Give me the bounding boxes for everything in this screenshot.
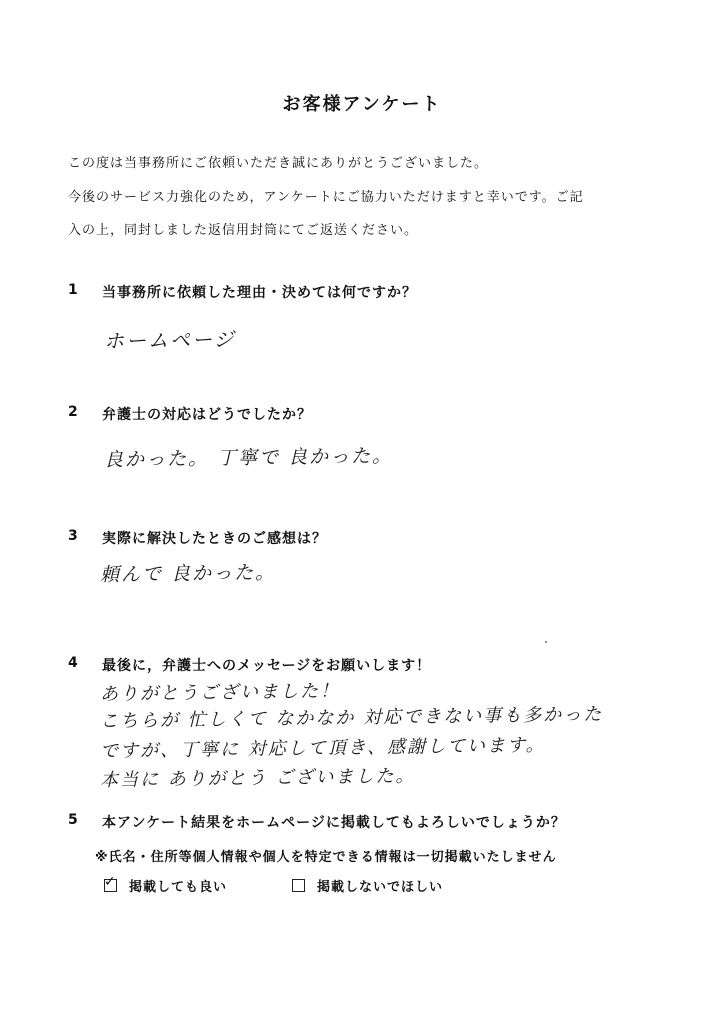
scan-speck — [545, 641, 547, 643]
question-2-answer: 良かった。 丁寧で 良かった。 — [103, 444, 394, 471]
question-4-answer-line-3: ですが、丁寧に 対応して頂き、感謝しています。 — [99, 734, 546, 762]
question-5-number: 5 — [68, 812, 78, 828]
intro-line-3: 入の上，同封しました返信用封筒にてご返送ください。 — [68, 223, 419, 238]
question-1-answer: ホームページ — [103, 327, 236, 353]
question-3-answer: 頼んで 良かった。 — [99, 561, 277, 586]
option-publish-ok[interactable] — [104, 876, 227, 895]
option-publish-ok-label: 掲載しても良い — [129, 880, 228, 895]
question-4-answer-line-2: こちらが 忙しくて なかなか 対応できない事も多かった — [99, 703, 604, 732]
question-2-text: 弁護士の対応はどうでしたか？ — [102, 407, 312, 423]
question-3-text: 実際に解決したときのご感想は？ — [102, 531, 327, 547]
question-4-answer-line-4: 本当に ありがとう ございました。 — [99, 765, 416, 791]
privacy-note: ※氏名・住所等個人情報や個人を特定できる情報は一切掲載いたしません — [95, 850, 557, 865]
question-4-answer-line-1: ありがとうございました！ — [99, 680, 341, 705]
intro-line-2: 今後のサービス力強化のため，アンケートにご協力いただけますと幸いです。ご記 — [68, 190, 584, 205]
checkbox-unchecked[interactable] — [292, 879, 305, 892]
question-4-text: 最後に，弁護士へのメッセージをお願いします！ — [102, 658, 432, 674]
question-1-text: 当事務所に依頼した理由・決めては何ですか？ — [102, 285, 417, 301]
question-2-number: 2 — [68, 404, 78, 420]
option-publish-no[interactable] — [292, 876, 443, 895]
question-5-text: 本アンケート結果をホームページに掲載してもよろしいでしょうか？ — [102, 815, 566, 831]
intro-line-1: この度は当事務所にご依頼いただき誠にありがとうございました。 — [68, 156, 489, 171]
option-publish-no-label: 掲載しないでほしい — [317, 880, 444, 895]
question-1-number: 1 — [68, 282, 78, 298]
checkbox-checked[interactable] — [104, 874, 117, 892]
check-mark-icon: ✓ — [104, 874, 117, 890]
question-4-number: 4 — [68, 655, 78, 671]
page-title: お客様アンケート — [282, 94, 442, 115]
question-3-number: 3 — [68, 528, 78, 544]
